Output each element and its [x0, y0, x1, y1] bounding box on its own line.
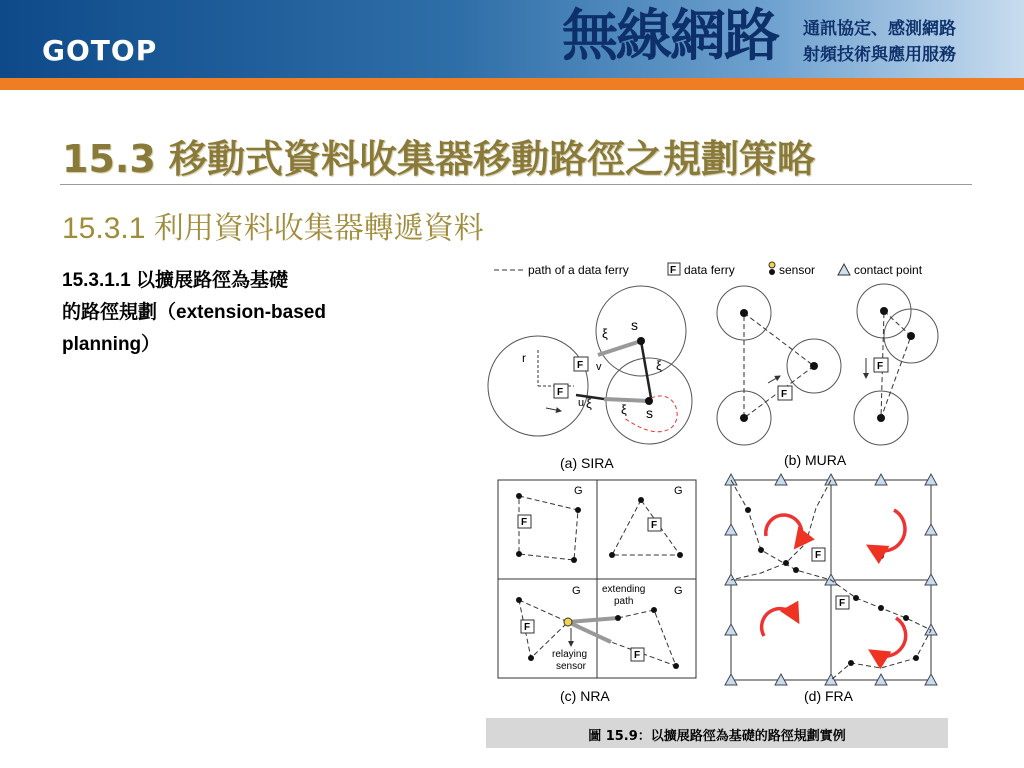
routing-figure — [486, 258, 948, 748]
label-s1: s — [631, 317, 638, 333]
figure-caption-text: 圖 15.9：以擴展路徑為基礎的路徑規劃實例 — [588, 729, 846, 744]
ferry-c1: F — [521, 517, 528, 528]
ferry-a2: F — [557, 387, 564, 398]
figure-caption — [486, 718, 948, 748]
subsection-heading — [62, 265, 482, 361]
label-xi4: ξ — [602, 326, 608, 341]
panel-sira — [488, 286, 692, 471]
panel-mura — [717, 284, 938, 468]
label-u: u — [578, 397, 585, 409]
label-extending: extending — [602, 584, 646, 595]
label-g3: G — [574, 485, 583, 497]
panel-c-label: (c) NRA — [560, 688, 610, 704]
ferry-b2: F — [877, 361, 884, 372]
legend-contact-label: contact point — [854, 263, 923, 277]
label-xi3: ξ — [656, 358, 662, 373]
panel-b-label: (b) MURA — [784, 452, 847, 468]
brand-subtitle-2: 射頻技術與應用服務 — [803, 45, 956, 65]
brand-subtitle-1: 通訊協定、感測網路 — [803, 19, 956, 39]
panel-fra — [725, 474, 937, 704]
subsection-line-3: planning） — [62, 334, 161, 355]
ferry-b1: F — [781, 389, 788, 400]
ferry-d2: F — [839, 598, 846, 609]
brand-title: 無線網路 — [562, 4, 778, 69]
label-xi1: ξ — [586, 396, 592, 411]
ferry-c3: F — [524, 622, 531, 633]
legend-ferry-icon: F — [670, 265, 677, 276]
page-title: 15.3 移動式資料收集器移動路徑之規劃策略 — [62, 137, 815, 181]
legend-sensor-label: sensor — [779, 263, 816, 277]
label-g1: G — [572, 585, 581, 597]
section-title: 15.3.1 利用資料收集器轉遞資料 — [62, 212, 484, 245]
ferry-d1: F — [815, 550, 822, 561]
label-relaying: relaying — [552, 649, 588, 660]
ferry-c4: F — [634, 650, 641, 661]
panel-d-label: (d) FRA — [804, 688, 853, 704]
label-v: v — [596, 361, 602, 373]
figure-legend — [494, 262, 923, 277]
legend-ferry-label: data ferry — [684, 263, 735, 277]
label-xi2: ξ — [621, 402, 627, 417]
label-g2: G — [674, 585, 683, 597]
legend-path-label: path of a data ferry — [528, 263, 629, 277]
panel-a-label: (a) SIRA — [560, 455, 614, 471]
label-path: path — [614, 596, 634, 607]
label-sensor: sensor — [556, 661, 587, 672]
ferry-c2: F — [651, 520, 658, 531]
label-rc: r — [522, 351, 526, 365]
title-divider — [60, 184, 972, 185]
label-g4: G — [674, 485, 683, 497]
label-s2: s — [646, 405, 653, 421]
subsection-line-2: 的路徑規劃（extension-based — [62, 302, 326, 323]
logo: GOTOP — [42, 34, 158, 67]
panel-nra — [498, 480, 696, 704]
ferry-a1: F — [577, 360, 584, 371]
subsection-line-1: 15.3.1.1 以擴展路徑為基礎 — [62, 270, 288, 291]
accent-bar — [0, 78, 1024, 90]
